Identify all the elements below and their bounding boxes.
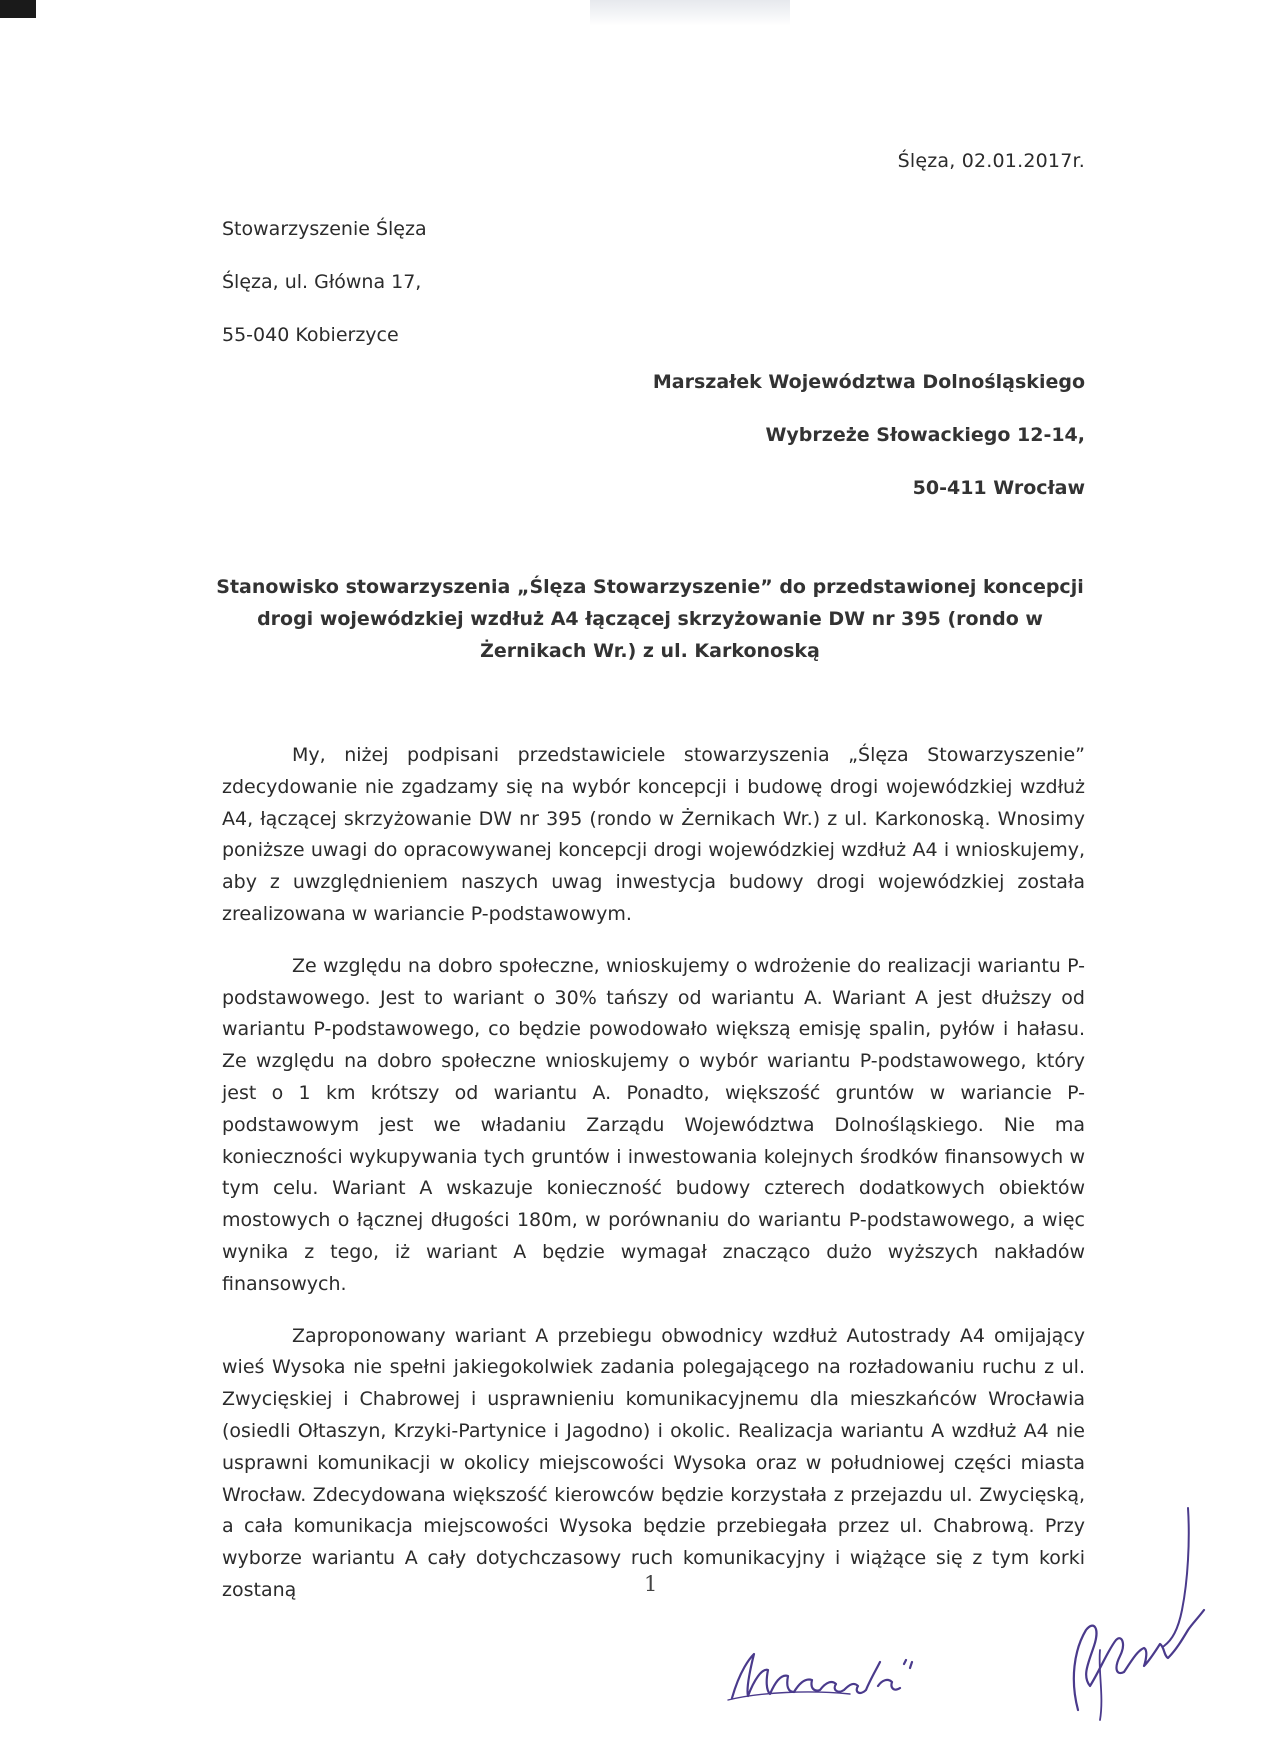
handwritten-signature-1	[720, 1640, 940, 1710]
sender-address	[222, 203, 427, 362]
letter-body	[222, 740, 1085, 1627]
sender-city: 55-040 Kobierzyce	[222, 324, 399, 346]
letter-date: Ślęza, 02.01.2017r.	[897, 150, 1085, 172]
sender-street: Ślęza, ul. Główna 17,	[222, 271, 422, 293]
paragraph-3: Zaproponowany wariant A przebiegu obwodnicy wzdłuż Autostrady A4 omijający wieś Wysoka nie spełni jakiegokolwiek zadania polegającego na rozładowaniu ruchu z ul. Zwycięskiej i Chabrowej i usprawnieniu komunikacyjnemu dla mieszkańców Wrocławia (osiedli Ołtaszyn, Krzyki-Partynice i Jagodno) i okolic. Realizacja wariantu A wzdłuż A4 nie usprawni komunikacji w okolicy miejscowości Wysoka oraz w południowej części miasta Wrocław. Zdecydowana większość kierowców będzie korzystała z przejazdu ul. Zwycięską, a cała komunikacja miejscowości Wysoka będzie przebiegała przez ul. Chabrową. Przy wyborze wariantu A cały dotychczasowy ruch komunikacyjny i wiążące się z tym korki zostaną	[222, 1324, 1085, 1601]
recipient-address	[653, 356, 1085, 515]
paragraph-2: Ze względu na dobro społeczne, wnioskujemy o wdrożenie do realizacji wariantu P-podstawowego. Jest to wariant o 30% tańszy od wariantu A. Wariant A jest dłuższy od wariantu P-podstawowego, co będzie powodowało większą emisję spalin, pyłów i hałasu. Ze względu na dobro społeczne wnioskujemy o wybór wariantu P-podstawowego, który jest o 1 km krótszy od wariantu A. Ponadto, większość gruntów w wariancie P-podstawowym jest we władaniu Zarządu Województwa Dolnośląskiego. Nie ma konieczności wykupywania tych gruntów i inwestowania kolejnych środków finansowych w tym celu. Wariant A wskazuje konieczność budowy czterech dodatkowych obiektów mostowych o łącznej długości 180m, w porównaniu do wariantu P-podstawowego, a więc wynika z tego, iż wariant A będzie wymagał znacząco dużo wyższych nakładów finansowych.	[222, 954, 1085, 1295]
page-number: 1	[644, 1572, 658, 1596]
paragraph-1: My, niżej podpisani przedstawiciele stowarzyszenia „Ślęza Stowarzyszenie” zdecydowanie nie zgadzamy się na wybór koncepcji i budowę drogi wojewódzkiej wzdłuż A4, łączącej skrzyżowanie DW nr 395 (rondo w Żernikach Wr.) z ul. Karkonoską. Wnosimy poniższe uwagi do opracowywanej koncepcji drogi wojewódzkiej wzdłuż A4 i wnioskujemy, aby z uwzględnieniem naszych uwag inwestycja budowy drogi wojewódzkiej została zrealizowana w wariancie P-podstawowym.	[222, 744, 1085, 925]
sender-name: Stowarzyszenie Ślęza	[222, 218, 427, 240]
scan-shadow	[590, 0, 790, 26]
scan-corner-mark	[0, 0, 36, 18]
recipient-city: 50-411 Wrocław	[912, 477, 1085, 499]
recipient-name: Marszałek Województwa Dolnośląskiego	[652, 371, 1085, 393]
handwritten-signature-2	[1060, 1500, 1220, 1730]
letter-title: Stanowisko stowarzyszenia „Ślęza Stowarzyszenie” do przedstawionej koncepcji drogi wojewódzkiej wzdłuż A4 łączącej skrzyżowanie DW nr 395 (rondo w Żernikach Wr.) z ul. Karkonoską	[216, 576, 1084, 662]
recipient-street: Wybrzeże Słowackiego 12-14,	[765, 424, 1085, 446]
